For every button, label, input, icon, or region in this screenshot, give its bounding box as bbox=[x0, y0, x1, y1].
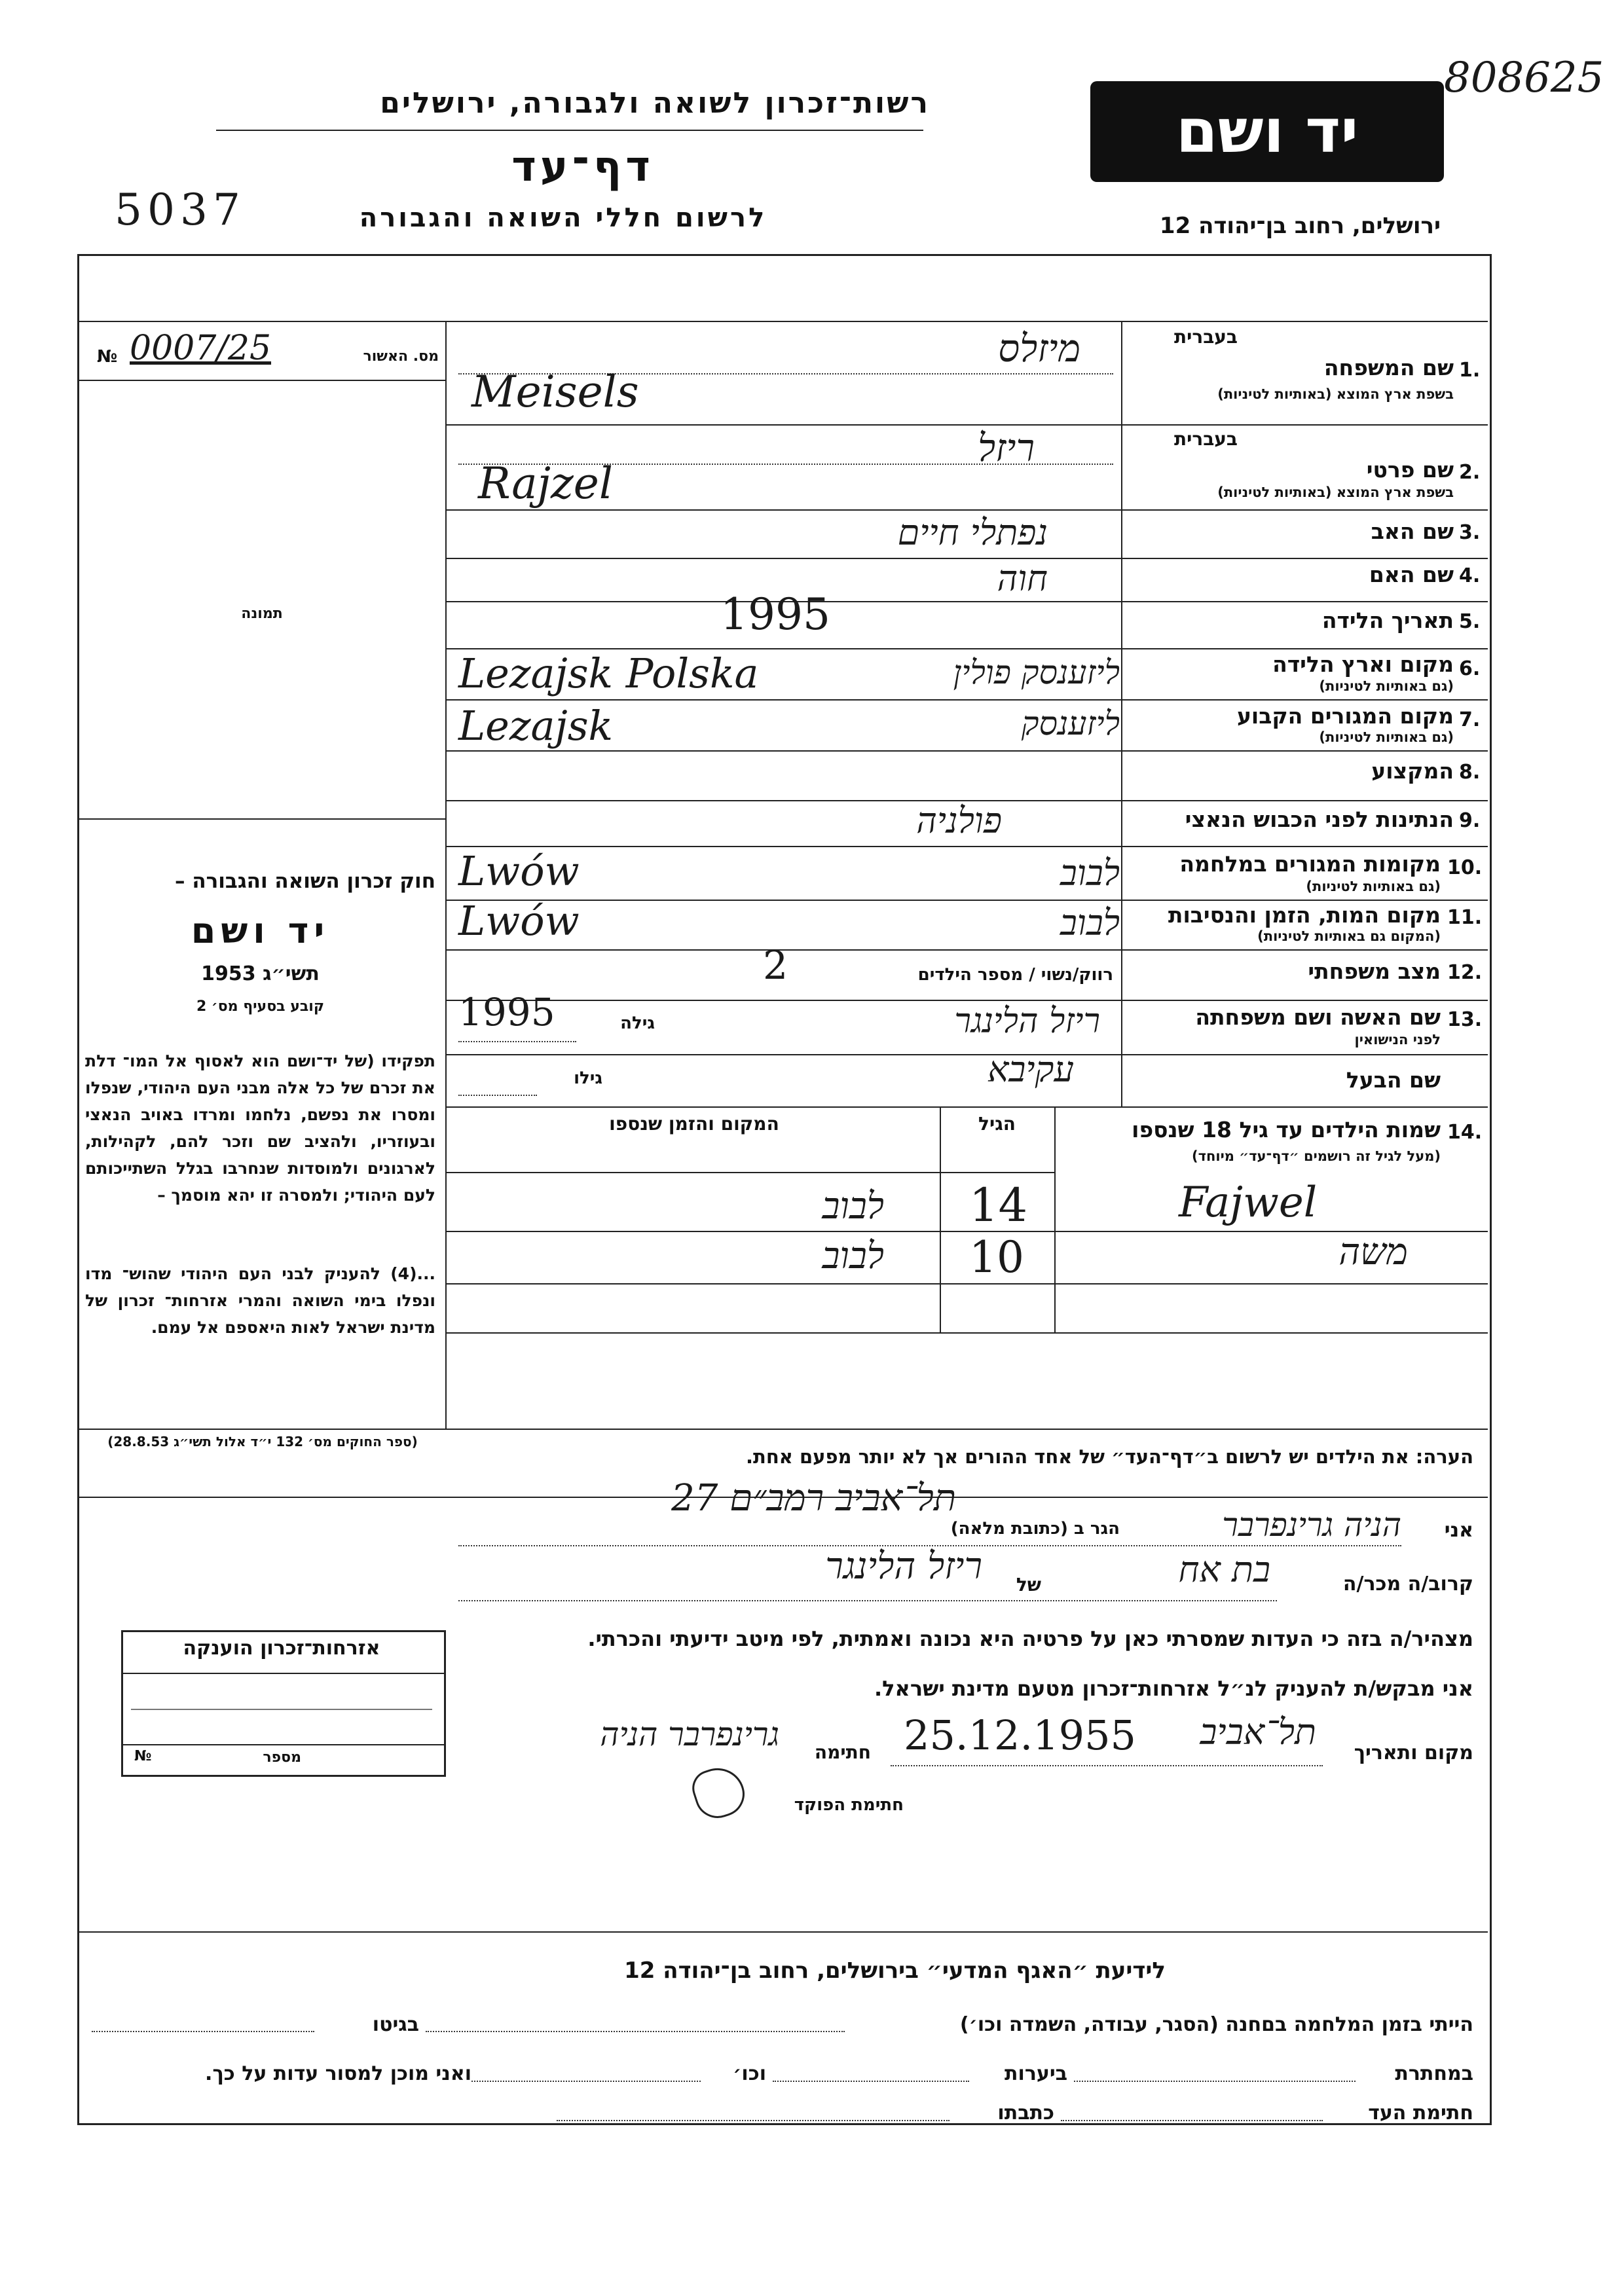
citizenship-box-title: אזרחות־זכרון הוענקה bbox=[183, 1637, 380, 1660]
address: ירושלים, רחוב בן־יהודה 12 bbox=[1159, 213, 1441, 239]
f4-label: שם האם bbox=[1369, 562, 1454, 587]
footer-line3-signature: חתימת העד bbox=[1368, 2102, 1473, 2124]
f11-latin-value[interactable]: Lwów bbox=[458, 897, 580, 945]
law-gazette: (ספר החוקים מס׳ 132 י״ד אלול תשי״ג 28.8.53) bbox=[107, 1434, 418, 1449]
handwritten-number-left: 5037 bbox=[115, 185, 246, 235]
f13-value[interactable]: ריזל הלינגר bbox=[954, 1002, 1100, 1041]
signature-value[interactable]: גרינפרבר הניה bbox=[600, 1715, 779, 1753]
f2-latin-value[interactable]: Rajzel bbox=[478, 458, 613, 509]
citizenship-number-label: מספר bbox=[263, 1749, 301, 1766]
declaration-statement-2: אני מבקש/ת להעניק לנ״ל אזרחות־זכרון מטעם מדינת ישראל. bbox=[874, 1676, 1473, 1701]
f7-hebrew-value[interactable]: ליזענסק bbox=[1021, 704, 1120, 742]
form-subtitle: לרשום חללי השואה והגבורה bbox=[359, 203, 767, 233]
f11-number: 11. bbox=[1447, 906, 1483, 929]
law-year: תשי״ג 1953 bbox=[201, 962, 320, 985]
declaration-resident: הגר ב (כתובת מלאה) bbox=[950, 1519, 1120, 1539]
f8-label: המקצוע bbox=[1371, 758, 1454, 784]
declaration-of-value[interactable]: ריזל הלינגר bbox=[825, 1545, 982, 1588]
f1-in-hebrew: בעברית bbox=[1173, 326, 1238, 348]
law-name: יד ושם bbox=[191, 910, 330, 951]
law-title: חוק זכרון השואה והגבורה – bbox=[175, 869, 435, 893]
children-sub: (מעל לגיל זה רושמים ״דף־עד״ מיוחד) bbox=[1192, 1148, 1441, 1164]
f12-label: מצב משפחתי bbox=[1308, 958, 1441, 984]
handwritten-number-corner: 808625 bbox=[1444, 54, 1604, 102]
approval-number-value: 0007/25 bbox=[130, 329, 272, 368]
authority-title: רשות־זכרון לשואה ולגבורה, ירושלים bbox=[380, 86, 930, 120]
footer-line2-etc: וכו׳ bbox=[733, 2062, 766, 2085]
child-2-name[interactable]: משה bbox=[1338, 1231, 1408, 1273]
f6-hebrew-value[interactable]: ליזענסק פולין bbox=[953, 653, 1120, 691]
declaration-address[interactable]: תל־אביב רמב״ם 27 bbox=[671, 1477, 956, 1520]
children-label: שמות הילדים עד גיל 18 שנספו bbox=[1132, 1117, 1441, 1142]
footer-line2-testify: ואני מוכן למסור עדות על כך. bbox=[205, 2062, 471, 2085]
date-value[interactable]: 25.12.1955 bbox=[904, 1711, 1136, 1759]
signature-label: חתימה bbox=[814, 1741, 871, 1763]
declaration-relation[interactable]: בת אח bbox=[1178, 1549, 1270, 1590]
f5-label: תאריך הלידה bbox=[1321, 608, 1454, 633]
col-age-header: הגיל bbox=[978, 1113, 1016, 1135]
approval-no-symbol: № bbox=[97, 347, 118, 367]
f2-number: 2. bbox=[1459, 461, 1481, 484]
declaration-of-label: של bbox=[1016, 1574, 1041, 1595]
f2-sub: בשפת ארץ המוצא (באותיות לטיניות) bbox=[1217, 484, 1454, 500]
logo-text: יד ושם bbox=[1175, 96, 1359, 166]
children-number: 14. bbox=[1447, 1121, 1483, 1144]
child-2-age[interactable]: 10 bbox=[969, 1232, 1024, 1283]
place-value[interactable]: תל־אביב bbox=[1200, 1711, 1316, 1753]
f10-hebrew-value[interactable]: לבוב bbox=[1060, 852, 1120, 894]
f7-label: מקום המגורים הקבוע bbox=[1236, 703, 1454, 729]
f2-label: שם פרטי bbox=[1366, 457, 1454, 483]
child-1-name[interactable]: Fajwel bbox=[1179, 1178, 1318, 1227]
f8-number: 8. bbox=[1459, 761, 1481, 784]
f11-label: מקום המות, הזמן והנסיבות bbox=[1168, 902, 1441, 928]
pkid-signature-label: חתימת הפוקד bbox=[794, 1795, 904, 1815]
f6-number: 6. bbox=[1459, 657, 1481, 680]
f1-latin-value[interactable]: Meisels bbox=[471, 367, 639, 417]
law-text-1: תפקידו (של יד־ושם הוא לאסוף אל המו־ דלת את זכרם של כל אלה מבני העם היהודי, שנפלו ומסרו את נפשם, נלחמו ומרדו באויב הנאצי ובעוזריו, ולהציב שם וזכר להם, לקהילות, לארגונים ולמוסדות שנחרבו בגלל השתייכותם לעם היהודי; ולמסרה זו יהא מוסמך – bbox=[85, 1051, 435, 1205]
approval-label: מס. האשור bbox=[363, 348, 439, 365]
footer-line1-ghetto: בגיטו bbox=[372, 2013, 419, 2036]
f3-number: 3. bbox=[1459, 521, 1481, 544]
f1-label: שם המשפחה bbox=[1323, 355, 1454, 380]
child-1-place[interactable]: לבוב bbox=[822, 1185, 884, 1228]
child-1-age[interactable]: 14 bbox=[969, 1178, 1028, 1232]
footer-line3-address: כתבתו bbox=[997, 2102, 1054, 2124]
f12-children-value[interactable]: 2 bbox=[763, 943, 788, 989]
f6-latin-value[interactable]: Lezajsk Polska bbox=[458, 649, 759, 697]
logo bbox=[1090, 81, 1444, 182]
child-2-place[interactable]: לבוב bbox=[822, 1235, 884, 1277]
f9-value[interactable]: פולניה bbox=[916, 800, 1002, 841]
law-text-2: ...(4) להעניק לבני העם היהודי שהוש־ מדו ונפלו בימי השואה והמרי אזרחות־ זכרון של מדינת ישראל לאות היאספם אל עמם. bbox=[85, 1264, 435, 1337]
f1-number: 1. bbox=[1459, 359, 1481, 382]
footer-line1-camp: הייתי בזמן המלחמה בםחנה (הסגר, עבודה, השמדה וכו׳) bbox=[959, 2013, 1473, 2036]
citizenship-no-symbol: № bbox=[134, 1748, 152, 1764]
f3-label: שם האב bbox=[1371, 519, 1454, 544]
f4-number: 4. bbox=[1459, 564, 1481, 587]
f7-number: 7. bbox=[1459, 708, 1481, 731]
f6-label: מקום וארץ הלידה bbox=[1272, 651, 1454, 677]
f2-hebrew-value[interactable]: ריזל bbox=[978, 426, 1035, 470]
f5-number: 5. bbox=[1459, 610, 1481, 633]
f10-sub: (גם באותיות לטיניות) bbox=[1306, 879, 1441, 894]
footer-line2-underground: במחתרת bbox=[1395, 2062, 1473, 2085]
f13-label: שם האשה ושם משפחתה bbox=[1195, 1004, 1441, 1030]
f7-sub: (גם באותיות לטיניות) bbox=[1319, 729, 1454, 745]
f3-value[interactable]: נפתלי חיים bbox=[897, 512, 1048, 553]
f1-hebrew-value[interactable]: מיזלס bbox=[998, 326, 1080, 371]
f13-sub: לפני הנישואין bbox=[1354, 1032, 1441, 1048]
f4-value[interactable]: חוה bbox=[997, 558, 1048, 599]
declaration-i-label: אני bbox=[1444, 1519, 1473, 1542]
f1-sub: בשפת ארץ המוצא (באותיות לטיניות) bbox=[1217, 386, 1454, 402]
husband-age-label: גילו bbox=[574, 1068, 602, 1088]
declaration-name[interactable]: הניה גרינפרבר bbox=[1222, 1506, 1401, 1544]
note: הערה: את הילדים יש לרשום ב״דף־העד״ של אחד ההורים אך לא יותר מפעם אחת. bbox=[746, 1446, 1473, 1468]
f2-in-hebrew: בעברית bbox=[1173, 428, 1238, 450]
f12-number: 12. bbox=[1447, 961, 1483, 984]
husband-label: שם הבעל bbox=[1346, 1067, 1441, 1093]
f12-text: רווק/נשוי / מספר הילדים bbox=[917, 965, 1113, 985]
col-place-header: המקום והזמן שנספו bbox=[609, 1113, 779, 1135]
f6-sub: (גם באותיות לטיניות) bbox=[1319, 678, 1454, 694]
form-title: דף־עד bbox=[511, 143, 654, 191]
f11-sub: (המקום גם באותיות לטיניות) bbox=[1257, 928, 1441, 944]
f10-latin-value[interactable]: Lwów bbox=[458, 847, 580, 895]
f13-number: 13. bbox=[1447, 1008, 1483, 1031]
f10-label: מקומות המגורים במלחמה bbox=[1179, 851, 1441, 877]
f13-age-value[interactable]: 1995 bbox=[458, 990, 555, 1034]
f9-label: הנתינות לפני הכבוש הנאצי bbox=[1185, 807, 1454, 832]
f10-number: 10. bbox=[1447, 856, 1483, 879]
law-clause: קובע בסעיף מס׳ 2 bbox=[196, 998, 325, 1015]
footer-info: לידיעת ״האגף המדעי״ בירושלים, רחוב בן־יהודה 12 bbox=[624, 1958, 1166, 1984]
f11-hebrew-value[interactable]: לבוב bbox=[1060, 902, 1120, 943]
photo-label: תמונה bbox=[241, 606, 283, 622]
declaration-statement-1: מצהיר/ה בזה כי העדות שמסרתי כאן על פרטיה היא נכונה ואמתית, לפי מיטב ידיעתי והכרתי. bbox=[587, 1626, 1473, 1651]
f7-latin-value[interactable]: Lezajsk bbox=[458, 702, 614, 750]
declaration-relative-label: קרוב/ה מכר/ה bbox=[1342, 1573, 1473, 1595]
f5-value[interactable]: 1995 bbox=[720, 589, 830, 640]
husband-value[interactable]: עקיבא bbox=[987, 1049, 1074, 1090]
place-date-label: מקום ותאריך bbox=[1354, 1741, 1473, 1764]
footer-line2-forests: ביערות bbox=[1005, 2062, 1067, 2085]
f13-age-label: גילה bbox=[620, 1013, 655, 1033]
f9-number: 9. bbox=[1459, 809, 1481, 832]
